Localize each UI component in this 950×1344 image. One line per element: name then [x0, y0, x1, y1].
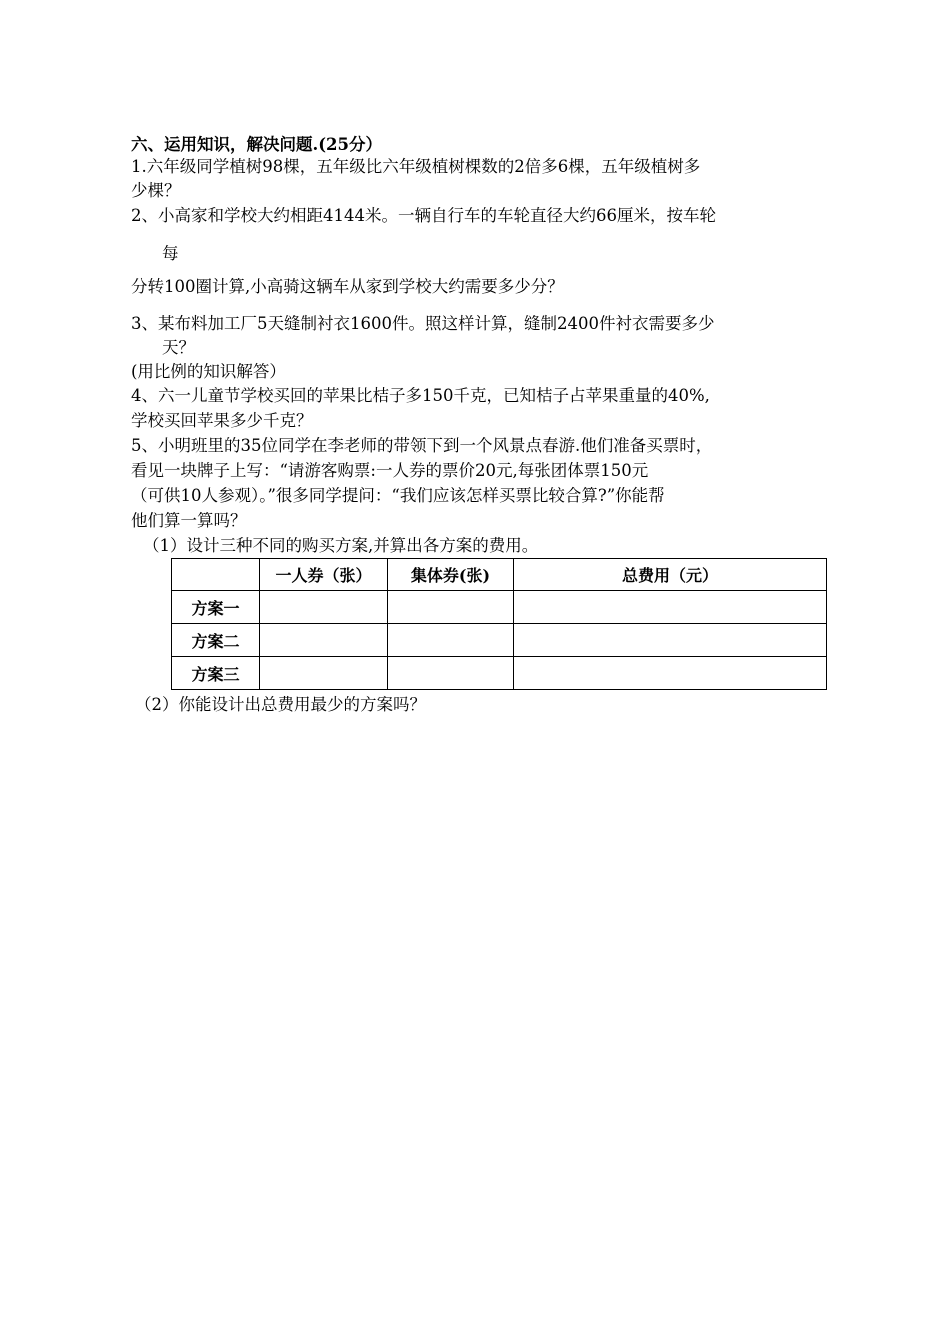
table-cell-blank — [514, 624, 827, 657]
table-cell-blank — [260, 624, 388, 657]
plan-table — [171, 558, 827, 690]
table-cell-blank — [388, 657, 514, 690]
table-header-single-ticket: 一人券（张） — [260, 559, 388, 591]
table-cell-blank — [260, 591, 388, 624]
question-4-line-2: 学校买回苹果多少千克？ — [131, 411, 313, 430]
table-row — [172, 657, 827, 690]
question-1-line-2: 少棵？ — [131, 181, 181, 200]
table-row-label: 方案一 — [172, 591, 260, 624]
question-4-line-1: 4、六一儿童节学校买回的苹果比桔子多150千克，已知桔子占苹果重量的40%, — [131, 386, 710, 405]
question-5-line-4: 他们算一算吗？ — [131, 511, 247, 530]
table-header-total-cost: 总费用（元） — [514, 559, 827, 591]
table-header-blank — [172, 559, 260, 591]
question-5-sub-1: （1）设计三种不同的购买方案,并算出各方案的费用。 — [143, 536, 539, 555]
table-cell-blank — [514, 591, 827, 624]
table-cell-blank — [260, 657, 388, 690]
section-title: 六、运用知识，解决问题.(25分） — [131, 135, 383, 154]
question-3-line-1: 3、某布料加工厂5天缝制衬衣1600件。照这样计算，缝制2400件衬衣需要多少 — [131, 314, 715, 333]
question-5-line-1: 5、小明班里的35位同学在李老师的带领下到一个风景点春游.他们准备买票时， — [131, 436, 713, 455]
table-row-label: 方案二 — [172, 624, 260, 657]
question-2-line-1: 2、小高家和学校大约相距4144米。一辆自行车的车轮直径大约66厘米，按车轮 — [131, 206, 716, 225]
question-5-sub-2: （2）你能设计出总费用最少的方案吗？ — [135, 695, 426, 714]
question-2-line-2: 每 — [162, 244, 179, 263]
table-row — [172, 624, 827, 657]
question-1-line-1: 1.六年级同学植树98棵，五年级比六年级植树棵数的2倍多6棵，五年级植树多 — [131, 157, 701, 176]
table-cell-blank — [514, 657, 827, 690]
table-header-row — [172, 559, 827, 591]
question-5-line-3: （可供10人参观）。”很多同学提问：“我们应该怎样买票比较合算?”你能帮 — [131, 486, 665, 505]
question-3-line-2: 天？ — [162, 338, 195, 357]
table-row-label: 方案三 — [172, 657, 260, 690]
question-5-line-2: 看见一块牌子上写：“请游客购票:一人券的票价20元,每张团体票150元 — [131, 461, 649, 480]
table-header-group-ticket: 集体券(张) — [388, 559, 514, 591]
table-cell-blank — [388, 591, 514, 624]
question-2-line-3: 分转100圈计算,小高骑这辆车从家到学校大约需要多少分？ — [131, 277, 564, 296]
question-3-line-3: (用比例的知识解答） — [131, 362, 286, 381]
table-row — [172, 591, 827, 624]
table-cell-blank — [388, 624, 514, 657]
